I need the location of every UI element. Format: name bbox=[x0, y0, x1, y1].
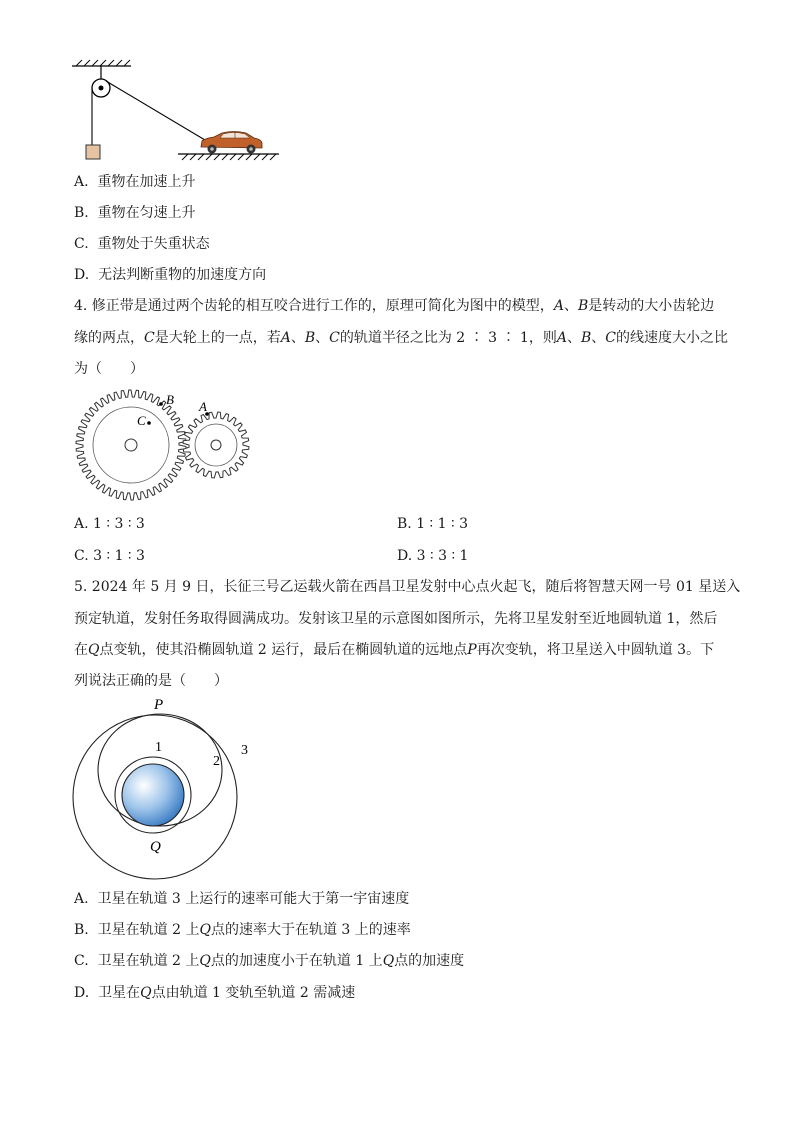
earth-icon bbox=[122, 764, 184, 826]
point-b bbox=[159, 402, 163, 406]
label-orbit-2: 2 bbox=[213, 754, 220, 769]
label-c: C bbox=[137, 413, 146, 428]
q3-option-c: C. 重物处于失重状态 bbox=[74, 236, 210, 252]
q5-stem-line1: 5. 2024 年 5 月 9 日，长征三号乙运载火箭在西昌卫星发射中心点火起飞，随后将智慧天网一号 01 星送入 bbox=[74, 579, 741, 595]
q5-stem-line3: 在Q点变轨，使其沿椭圆轨道 2 运行，最后在椭圆轨道的远地点P再次变轨，将卫星送入中圆轨道 3。下 bbox=[74, 642, 715, 658]
label-b: B bbox=[166, 392, 174, 407]
q3-option-d: D. 无法判断重物的加速度方向 bbox=[74, 267, 267, 283]
q5-option-b: B. 卫星在轨道 2 上Q点的速率大于在轨道 3 上的速率 bbox=[74, 922, 411, 938]
label-orbit-1: 1 bbox=[155, 740, 162, 755]
label-p: P bbox=[154, 697, 164, 713]
q5-option-c: C. 卫星在轨道 2 上Q点的加速度小于在轨道 1 上Q点的加速度 bbox=[74, 953, 465, 969]
q5-stem-line4: 列说法正确的是（ ） bbox=[74, 673, 228, 689]
label-q: Q bbox=[150, 839, 161, 855]
orbit-figure bbox=[0, 690, 794, 860]
q5-stem-line2: 预定轨道，发射任务取得圆满成功。发射该卫星的示意图如图所示，先将卫星发射至近地圆轨道 1，然后 bbox=[74, 611, 718, 627]
q4-option-b: B. 1 ∶ 1 ∶ 3 bbox=[397, 516, 469, 532]
q4-option-a: A. 1 ∶ 3 ∶ 3 bbox=[74, 516, 145, 532]
pulley-car-figure bbox=[0, 0, 794, 170]
q3-option-b: B. 重物在匀速上升 bbox=[74, 205, 196, 221]
q4-option-d: D. 3 ∶ 3 ∶ 1 bbox=[397, 548, 469, 564]
q5-option-d: D. 卫星在Q点由轨道 1 变轨至轨道 2 需减速 bbox=[74, 985, 356, 1001]
q4-option-c: C. 3 ∶ 1 ∶ 3 bbox=[74, 548, 145, 564]
point-c bbox=[147, 421, 151, 425]
car-icon bbox=[201, 132, 262, 154]
label-orbit-3: 3 bbox=[241, 743, 248, 758]
label-a: A bbox=[199, 399, 207, 414]
gears-figure bbox=[0, 385, 794, 505]
q5-option-a: A. 卫星在轨道 3 上运行的速率可能大于第一宇宙速度 bbox=[74, 891, 410, 907]
q4-stem-line3: 为（ ） bbox=[74, 361, 144, 377]
q3-option-a: A. 重物在加速上升 bbox=[74, 174, 196, 190]
q4-stem-line1: 4. 修正带是通过两个齿轮的相互咬合进行工作的，原理可简化为图中的模型，A、B是转动的大小齿轮边 bbox=[74, 298, 715, 314]
q4-stem-line2: 缘的两点，C是大轮上的一点，若A、B、C的轨道半径之比为 2 ∶ 3 ∶ 1，则A、B、C的线速度大小之比 bbox=[74, 330, 728, 346]
